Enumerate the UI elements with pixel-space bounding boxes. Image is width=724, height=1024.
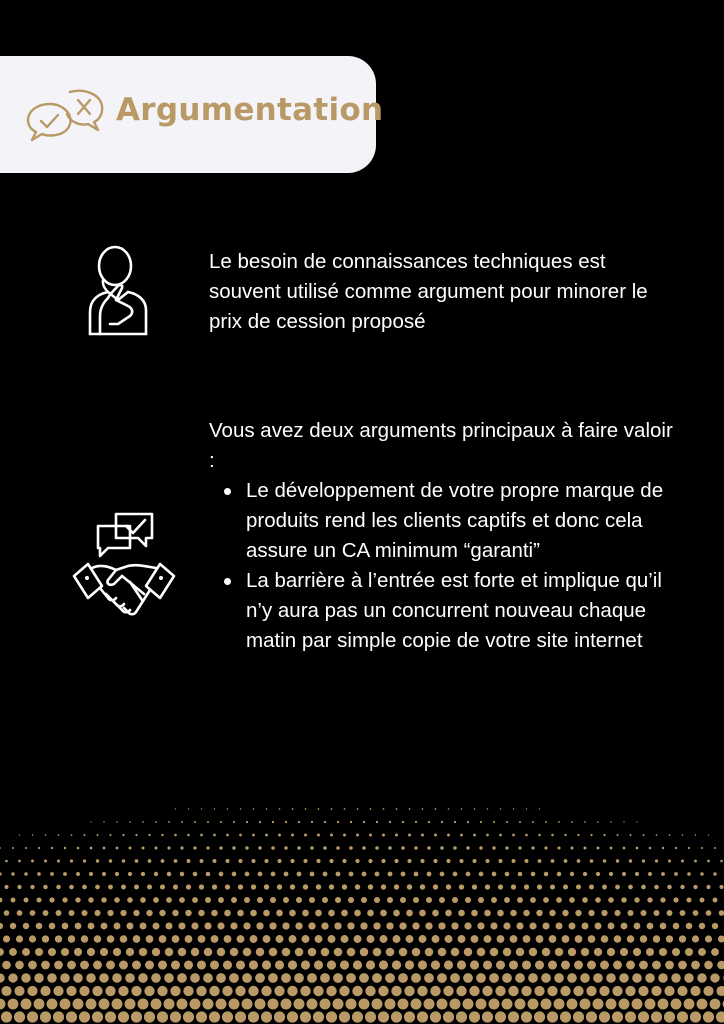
arguments-block: [209, 416, 679, 656]
intro-paragraph: Le besoin de connaissances techniques est souvent utilisé comme argument pour minorer le prix de cession proposé: [209, 250, 648, 333]
arguments-intro: Vous avez deux arguments principaux à faire valoir :: [209, 419, 673, 472]
thinking-person-icon: [82, 244, 154, 338]
arguments-list: [209, 476, 679, 656]
speech-bubbles-check-cross-icon: [26, 86, 106, 144]
handshake-chat-icon: [70, 508, 178, 620]
list-item: Le développement de votre propre marque de produits rend les clients captifs et donc cela assure un CA minimum “garanti”: [209, 476, 679, 566]
header-card: [0, 56, 384, 173]
list-item: La barrière à l’entrée est forte et implique qu’il n’y aura pas un concurrent nouveau chaque matin par simple copie de votre site internet: [209, 566, 679, 656]
halftone-dots-decoration: [0, 790, 724, 1024]
page-title: Argumentation: [116, 92, 384, 128]
